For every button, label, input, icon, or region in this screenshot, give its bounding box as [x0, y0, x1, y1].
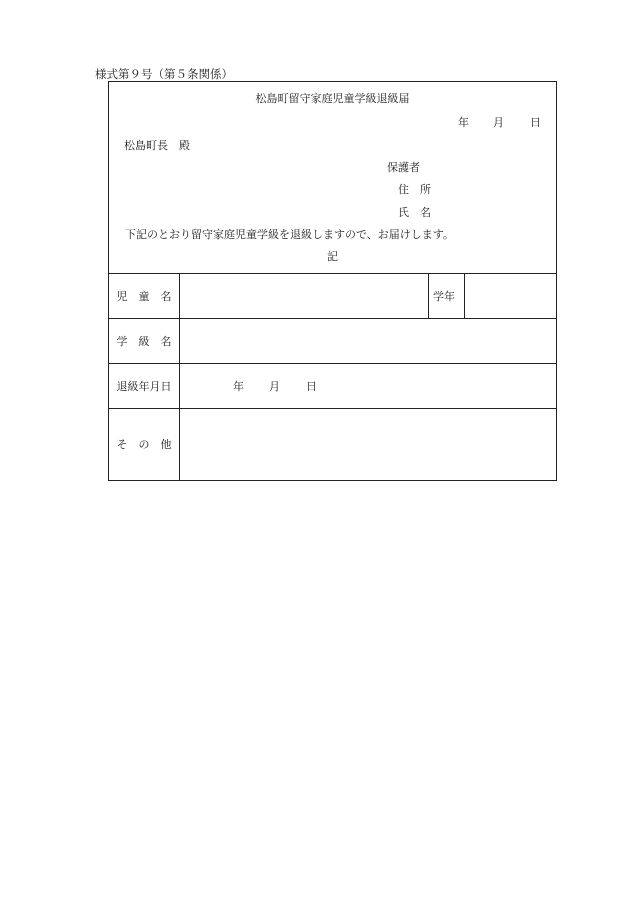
withdrawal-date-label: 退級年月日 — [116, 380, 172, 393]
withdrawal-date-day: 日 — [306, 380, 317, 393]
date-month-label: 月 — [493, 116, 504, 129]
row-divider — [109, 408, 556, 409]
addressee: 松島町長 殿 — [124, 139, 190, 152]
grade-value-divider — [464, 273, 465, 318]
child-name-label: 児 童 名 — [116, 290, 172, 303]
withdrawal-date-year: 年 — [233, 380, 244, 393]
guardian-label: 保護者 — [387, 161, 420, 174]
withdrawal-date-month: 月 — [269, 380, 280, 393]
address-label: 住 所 — [398, 183, 431, 196]
grade-label: 学年 — [433, 290, 455, 303]
row-divider — [109, 363, 556, 364]
ki-heading: 記 — [327, 250, 338, 263]
table-top-divider — [109, 273, 556, 274]
class-name-label: 学 級 名 — [116, 335, 172, 348]
other-label: そ の 他 — [116, 438, 172, 451]
body-text: 下記のとおり留守家庭児童学級を退級しますので、お届けします。 — [125, 228, 454, 241]
withdrawal-form — [108, 81, 557, 481]
grade-column-divider — [428, 273, 429, 318]
row-divider — [109, 318, 556, 319]
name-label: 氏 名 — [398, 206, 431, 219]
date-year-label: 年 — [458, 116, 469, 129]
date-day-label: 日 — [530, 116, 541, 129]
form-title: 松島町留守家庭児童学級退級届 — [255, 92, 410, 105]
label-column-divider — [179, 273, 180, 481]
form-number: 様式第９号（第５条関係） — [95, 67, 233, 81]
